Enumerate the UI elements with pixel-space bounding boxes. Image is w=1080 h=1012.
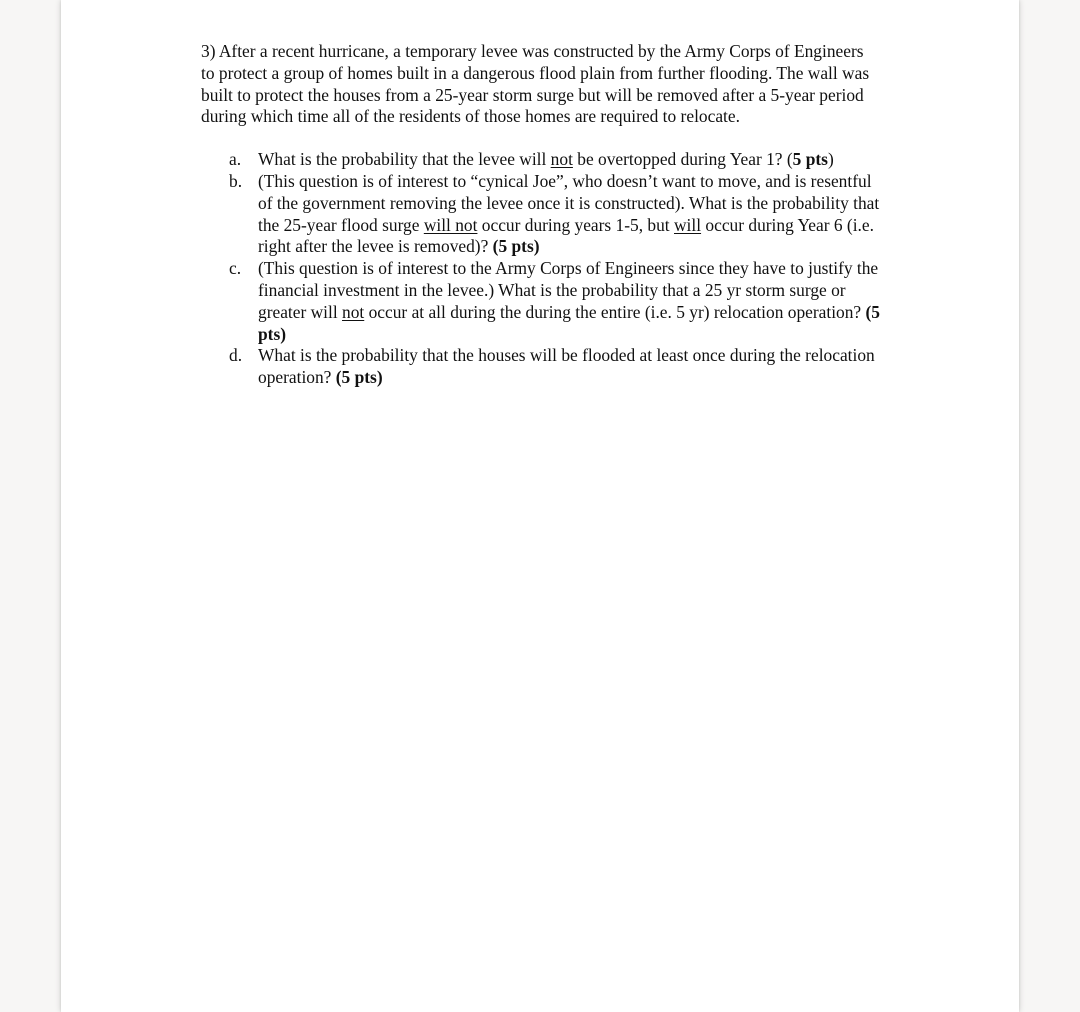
- question-a: [201, 149, 881, 171]
- underlined-text: will: [674, 214, 702, 235]
- question-marker: b.: [229, 170, 243, 191]
- question-text: What is the probability that the levee will: [258, 149, 551, 170]
- question-text: ): [827, 149, 834, 170]
- underlined-text: not: [550, 149, 573, 170]
- points-label: (5 pts): [492, 236, 540, 257]
- question-text: (This question is of interest to the Army Corps of Engineers since they have to justify the financial investment in the levee.) What is the probability that a 25 yr storm surge or greater will: [258, 258, 879, 322]
- question-text: be overtopped during Year 1? (: [572, 149, 793, 170]
- question-marker: c.: [229, 258, 242, 279]
- question-text: What is the probability that the houses will be flooded at least once during the relocation operation?: [258, 345, 875, 388]
- points-label: 5 pts: [792, 149, 828, 170]
- question-marker: d.: [229, 345, 243, 366]
- problem-intro: 3) After a recent hurricane, a temporary levee was constructed by the Army Corps of Engineers to protect a group of homes built in a dangerous flood plain from further flooding. The wall was built to protect the houses from a 25-year storm surge but will be removed after a 5-year period during which time all of the residents of those homes are required to relocate.: [201, 41, 870, 127]
- question-text: occur during years 1-5, but: [477, 214, 674, 235]
- underlined-text: will not: [423, 214, 478, 235]
- question-c: [201, 258, 881, 345]
- question-list: [201, 149, 881, 389]
- question-text: occur at all during the during the entire (i.e. 5 yr) relocation operation?: [364, 301, 866, 322]
- points-label: (5 pts): [258, 301, 880, 344]
- page-content: [201, 41, 881, 389]
- underlined-text: not: [342, 301, 365, 322]
- question-b: [201, 171, 881, 258]
- question-marker: a.: [229, 149, 242, 170]
- points-label: (5 pts): [335, 367, 383, 388]
- document-page: [61, 0, 1019, 1012]
- question-d: [201, 345, 881, 389]
- question-text: occur during Year 6 (i.e. right after the levee is removed)?: [258, 214, 874, 257]
- question-text: (This question is of interest to “cynical Joe”, who doesn’t want to move, and is resentful of the government removing the levee once it is constructed). What is the probability that the 25-year flood surge: [258, 170, 880, 235]
